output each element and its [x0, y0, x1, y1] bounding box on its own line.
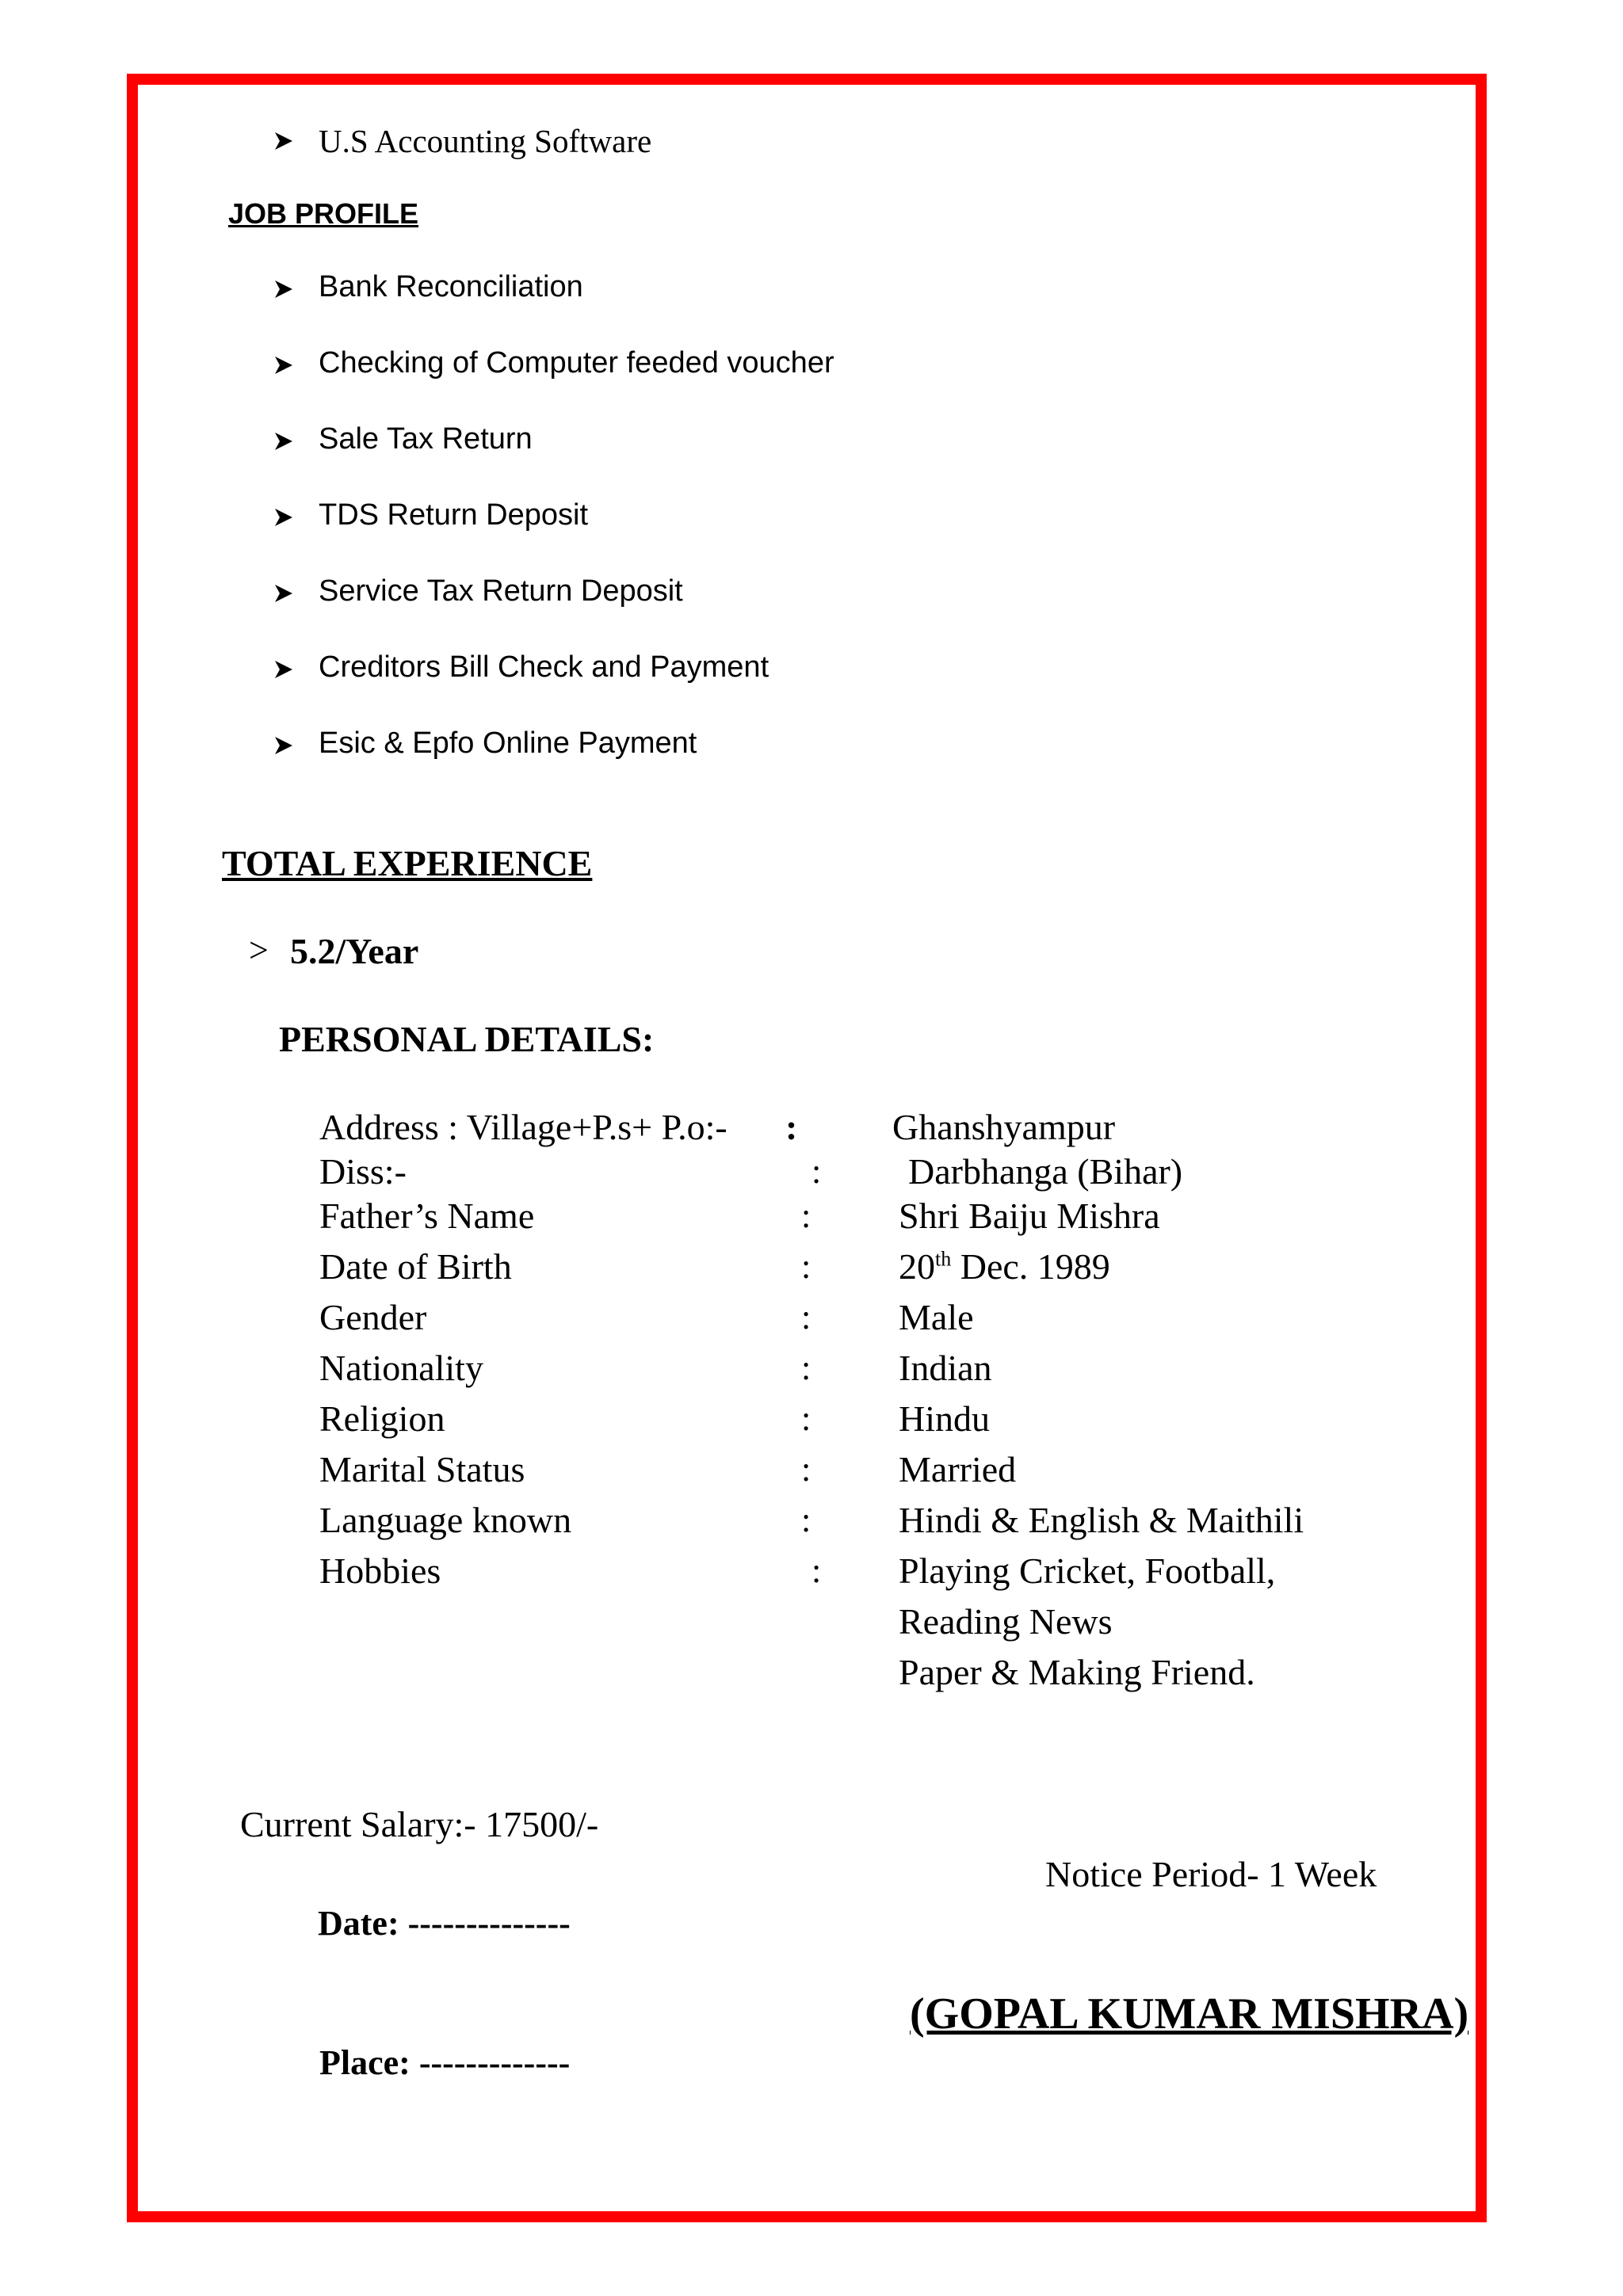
current-salary: Current Salary:- 17500/-: [240, 1804, 599, 1844]
arrow-bullet-icon: [273, 583, 294, 604]
page-border: [127, 74, 1487, 2222]
detail-colon: :: [801, 1298, 812, 1337]
place-line: Place: -------------: [319, 2043, 571, 2082]
detail-colon: :: [801, 1501, 812, 1539]
job-profile-item: Sale Tax Return: [319, 422, 533, 456]
job-profile-item: Checking of Computer feeded voucher: [319, 346, 834, 379]
detail-value: Male: [899, 1297, 974, 1337]
detail-colon: :: [812, 1551, 822, 1590]
arrow-bullet-icon: [273, 279, 294, 299]
detail-value: 20th Dec. 1989: [899, 1246, 1110, 1287]
detail-value: Shri Baiju Mishra: [899, 1196, 1160, 1236]
total-experience-heading: TOTAL EXPERIENCE: [222, 843, 593, 883]
detail-value: Ghanshyampur: [892, 1107, 1116, 1147]
detail-colon: :: [801, 1450, 812, 1489]
personal-details-heading: PERSONAL DETAILS:: [279, 1019, 655, 1059]
detail-label: Language known: [319, 1500, 572, 1540]
signature-name: (GOPAL KUMAR MISHRA): [910, 1989, 1469, 2039]
detail-label: Address : Village+P.s+ P.o:-: [319, 1107, 727, 1147]
job-profile-item: Bank Reconciliation: [319, 270, 583, 303]
detail-value: Married: [899, 1449, 1017, 1489]
date-line: Date: --------------: [318, 1904, 571, 1943]
detail-value: Indian: [899, 1348, 992, 1388]
arrow-bullet-icon: [273, 431, 294, 452]
detail-label: Diss:-: [319, 1151, 407, 1192]
detail-colon: :: [801, 1196, 812, 1235]
job-profile-item: Service Tax Return Deposit: [319, 574, 683, 608]
job-profile-heading: JOB PROFILE: [228, 197, 419, 230]
detail-colon: :: [785, 1107, 798, 1147]
detail-colon: :: [801, 1247, 812, 1286]
detail-label: Father’s Name: [319, 1196, 535, 1236]
top-item: U.S Accounting Software: [319, 123, 652, 159]
arrow-bullet-icon: [273, 659, 294, 680]
detail-value: Hindi & English & Maithili: [899, 1500, 1304, 1540]
arrow-bullet-icon: [273, 131, 294, 151]
job-profile-item: Creditors Bill Check and Payment: [319, 650, 769, 684]
arrow-bullet-icon: [273, 735, 294, 756]
detail-value: Hindu: [899, 1398, 990, 1439]
detail-label: Religion: [319, 1398, 445, 1439]
detail-label: Nationality: [319, 1348, 483, 1388]
detail-value-continued: Reading News: [899, 1601, 1113, 1642]
detail-label: Hobbies: [319, 1550, 441, 1591]
detail-colon: :: [801, 1348, 812, 1387]
detail-label: Date of Birth: [319, 1246, 512, 1287]
arrow-bullet-icon: [273, 507, 294, 528]
detail-label: Marital Status: [319, 1449, 525, 1489]
detail-value: Playing Cricket, Football,: [899, 1550, 1276, 1591]
detail-label: Gender: [319, 1297, 427, 1337]
detail-colon: :: [812, 1152, 822, 1191]
job-profile-item: Esic & Epfo Online Payment: [319, 727, 697, 760]
notice-period: Notice Period- 1 Week: [1045, 1854, 1377, 1894]
experience-value: 5.2/Year: [290, 931, 419, 971]
experience-marker: >: [249, 931, 269, 970]
job-profile-item: TDS Return Deposit: [319, 498, 589, 532]
arrow-bullet-icon: [273, 355, 294, 376]
detail-value-continued: Paper & Making Friend.: [899, 1652, 1255, 1692]
detail-value: Darbhanga (Bihar): [908, 1151, 1183, 1192]
detail-colon: :: [801, 1399, 812, 1438]
